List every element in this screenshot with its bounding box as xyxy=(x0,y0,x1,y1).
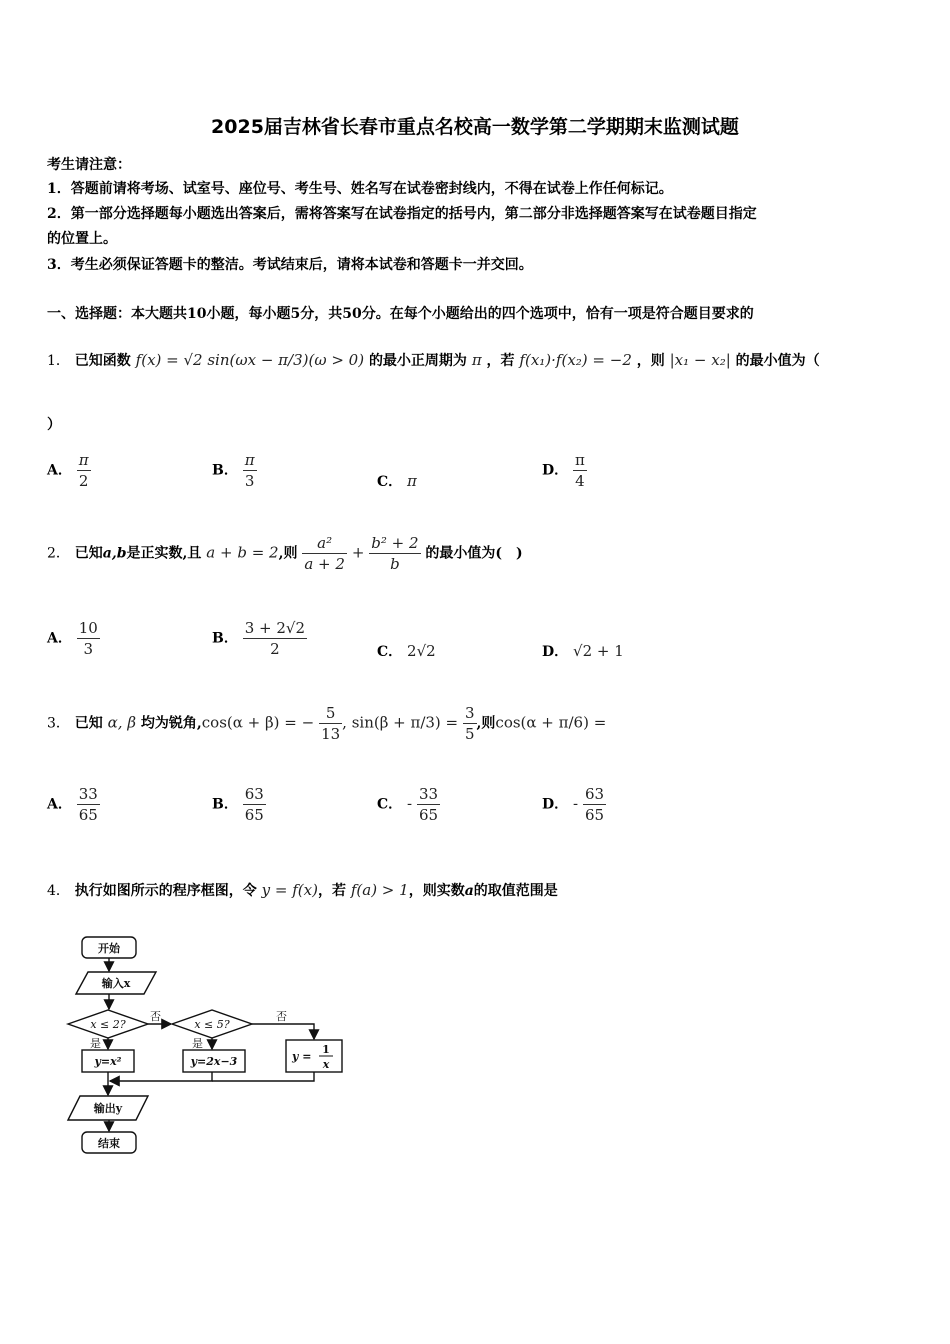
option-label: B． xyxy=(212,462,238,479)
fraction-1 xyxy=(319,703,342,744)
notice-item-2-cont: 的位置上。 xyxy=(47,231,117,247)
question-text: 的最小值为（ xyxy=(735,353,820,369)
option-fraction xyxy=(417,784,440,825)
question-text: 均为锐角, xyxy=(140,715,202,732)
fraction-numerator: π xyxy=(244,451,255,469)
plus-sign: + xyxy=(351,543,365,562)
flowchart xyxy=(60,930,360,1175)
flow-input-label: 输入x xyxy=(101,977,131,990)
option-label: C． xyxy=(377,796,403,813)
question-var: a xyxy=(464,883,474,899)
formula-sin: , sin(β + π/3) = xyxy=(342,713,459,732)
flow-yes1-label: 是 xyxy=(90,1037,101,1050)
fraction-denominator: 3 xyxy=(243,470,257,491)
flow-yes2-label: 是 xyxy=(192,1037,203,1050)
question-number: 3． xyxy=(47,715,70,732)
question-number: 2． xyxy=(47,545,70,562)
option-label: A． xyxy=(47,796,72,813)
question-text: ，若 xyxy=(317,883,346,899)
fraction-numerator: 10 xyxy=(78,619,98,637)
flow-box1-label: y=x² xyxy=(94,1055,122,1068)
question-3 xyxy=(47,703,606,744)
question-1-close: ） xyxy=(47,417,61,433)
question-vars: α, β xyxy=(107,713,137,732)
formula-function: y = f(x) xyxy=(261,881,318,899)
fraction-denominator: 65 xyxy=(584,806,605,824)
flow-cond2-label: x ≤ 5? xyxy=(194,1018,230,1031)
fraction-denominator: 2 xyxy=(243,638,307,659)
option-value: 2√2 xyxy=(407,642,436,660)
option-fraction xyxy=(243,784,266,825)
flow-no2-label: 否 xyxy=(276,1010,287,1023)
question-1 xyxy=(47,350,820,370)
fraction-numerator: a² xyxy=(317,534,333,552)
fraction-numerator: 63 xyxy=(244,785,264,803)
option-label: A． xyxy=(47,630,72,647)
flow-box3-num: 1 xyxy=(322,1043,330,1056)
question-text: ,则 xyxy=(476,715,496,732)
flow-start-label: 开始 xyxy=(98,942,120,955)
question-text: ，则实数 xyxy=(408,883,465,899)
option-fraction xyxy=(243,450,257,491)
option-b xyxy=(212,450,257,491)
question-text: 的最小正周期为 xyxy=(368,353,467,369)
option-fraction xyxy=(77,784,100,825)
question-text: 是正实数,且 xyxy=(126,545,202,562)
question-text: 已知 xyxy=(74,715,103,732)
option-a xyxy=(47,784,100,825)
formula-ask: cos(α + π/6) = xyxy=(495,713,607,732)
fraction-denominator: 13 xyxy=(321,725,341,743)
option-a xyxy=(47,618,100,659)
fraction-numerator: 33 xyxy=(78,785,98,803)
option-value: π xyxy=(407,472,417,490)
option-label: A． xyxy=(47,462,72,479)
fraction-denominator: 5 xyxy=(465,725,475,743)
question-2 xyxy=(47,533,523,574)
option-a xyxy=(47,450,91,491)
fraction-denominator: 4 xyxy=(573,470,587,491)
question-text: ,则 xyxy=(278,545,298,562)
option-c xyxy=(377,471,417,491)
option-b xyxy=(212,784,266,825)
fraction-denominator: 65 xyxy=(244,806,264,824)
fraction-denominator: 2 xyxy=(77,470,91,491)
section-heading: 一、选择题：本大题共10小题，每小题5分，共50分。在每个小题给出的四个选项中，恰有一项是符合题目要求的 xyxy=(47,306,754,322)
fraction-numerator: π xyxy=(78,451,89,469)
notice-item-1: 1．答题前请将考场、试室号、座位号、考生号、姓名写在试卷密封线内，不得在试卷上作任何标记。 xyxy=(47,181,673,197)
option-sign: - xyxy=(407,794,413,813)
notice-item-3: 3．考生必须保证答题卡的整洁。考试结束后，请将本试卷和答题卡一并交回。 xyxy=(47,257,533,273)
fraction-denominator: a + 2 xyxy=(304,555,345,573)
fraction-numerator: 5 xyxy=(325,704,336,722)
option-c xyxy=(377,641,436,661)
option-label: D． xyxy=(542,796,569,813)
flow-box3-den: x xyxy=(322,1058,330,1071)
flow-output-label: 输出y xyxy=(93,1102,123,1115)
option-fraction xyxy=(573,450,587,491)
flow-cond1-label: x ≤ 2? xyxy=(90,1018,126,1031)
option-d xyxy=(542,641,624,661)
flow-end-label: 结束 xyxy=(98,1137,120,1150)
formula-period: π xyxy=(471,351,482,369)
option-fraction xyxy=(243,618,307,659)
question-number: 4． xyxy=(47,883,70,899)
question-number: 1． xyxy=(47,353,70,369)
formula-function: f(x) = √2 sin(ωx − π/3)(ω > 0) xyxy=(135,351,365,369)
option-label: D． xyxy=(542,644,569,660)
page-title: 2025届吉林省长春市重点名校高一数学第二学期期末监测试题 xyxy=(211,116,739,138)
question-text: 的最小值为( ) xyxy=(425,545,523,562)
question-text: ，则 xyxy=(636,353,665,369)
flow-box2-label: y=2x−3 xyxy=(190,1055,238,1068)
question-text: ，若 xyxy=(486,353,515,369)
question-4 xyxy=(47,880,558,900)
option-value: √2 + 1 xyxy=(573,642,624,660)
fraction-numerator: 3 xyxy=(465,704,475,722)
option-fraction xyxy=(77,618,100,659)
fraction-denominator: 3 xyxy=(77,638,100,659)
option-d xyxy=(542,450,587,491)
option-label: C． xyxy=(377,644,403,660)
formula-condition: f(a) > 1 xyxy=(350,881,409,899)
fraction-2 xyxy=(369,533,420,574)
option-sign: - xyxy=(573,794,579,813)
option-fraction xyxy=(77,450,91,491)
option-fraction xyxy=(583,784,606,825)
notice-item-2: 2．第一部分选择题每小题选出答案后，需将答案写在试卷指定的括号内，第二部分非选择题答案写在试卷题目指定 xyxy=(47,206,757,222)
formula-condition: a + b = 2 xyxy=(206,543,279,562)
option-b xyxy=(212,618,307,659)
fraction-numerator: 63 xyxy=(584,785,605,803)
formula-condition: f(x₁)·f(x₂) = −2 xyxy=(519,351,632,369)
option-c xyxy=(377,784,440,825)
fraction-denominator: 65 xyxy=(418,806,439,824)
flow-box3-lhs: y = xyxy=(292,1050,312,1063)
fraction-denominator: b xyxy=(369,553,420,574)
question-vars: a,b xyxy=(102,545,127,562)
question-text: 的取值范围是 xyxy=(473,883,558,899)
option-label: D． xyxy=(542,462,569,479)
fraction-numerator: 3 + 2√2 xyxy=(244,619,306,637)
option-label: C． xyxy=(377,474,403,490)
option-label: B． xyxy=(212,796,238,813)
fraction-1 xyxy=(302,533,347,574)
fraction-2 xyxy=(463,703,477,744)
formula-expression: |x₁ − x₂| xyxy=(669,351,731,369)
fraction-numerator: 33 xyxy=(418,785,439,803)
notice-heading: 考生请注意： xyxy=(47,157,131,173)
formula-cos: cos(α + β) = − xyxy=(201,713,315,732)
question-text: 已知 xyxy=(74,545,103,562)
flow-no1-label: 否 xyxy=(150,1010,161,1023)
option-label: B． xyxy=(212,630,238,647)
question-text: 已知函数 xyxy=(74,353,131,369)
fraction-numerator: b² + 2 xyxy=(371,534,419,552)
fraction-numerator: π xyxy=(575,451,585,469)
option-d xyxy=(542,784,606,825)
question-text: 执行如图所示的程序框图，令 xyxy=(74,883,257,899)
fraction-denominator: 65 xyxy=(78,806,98,824)
